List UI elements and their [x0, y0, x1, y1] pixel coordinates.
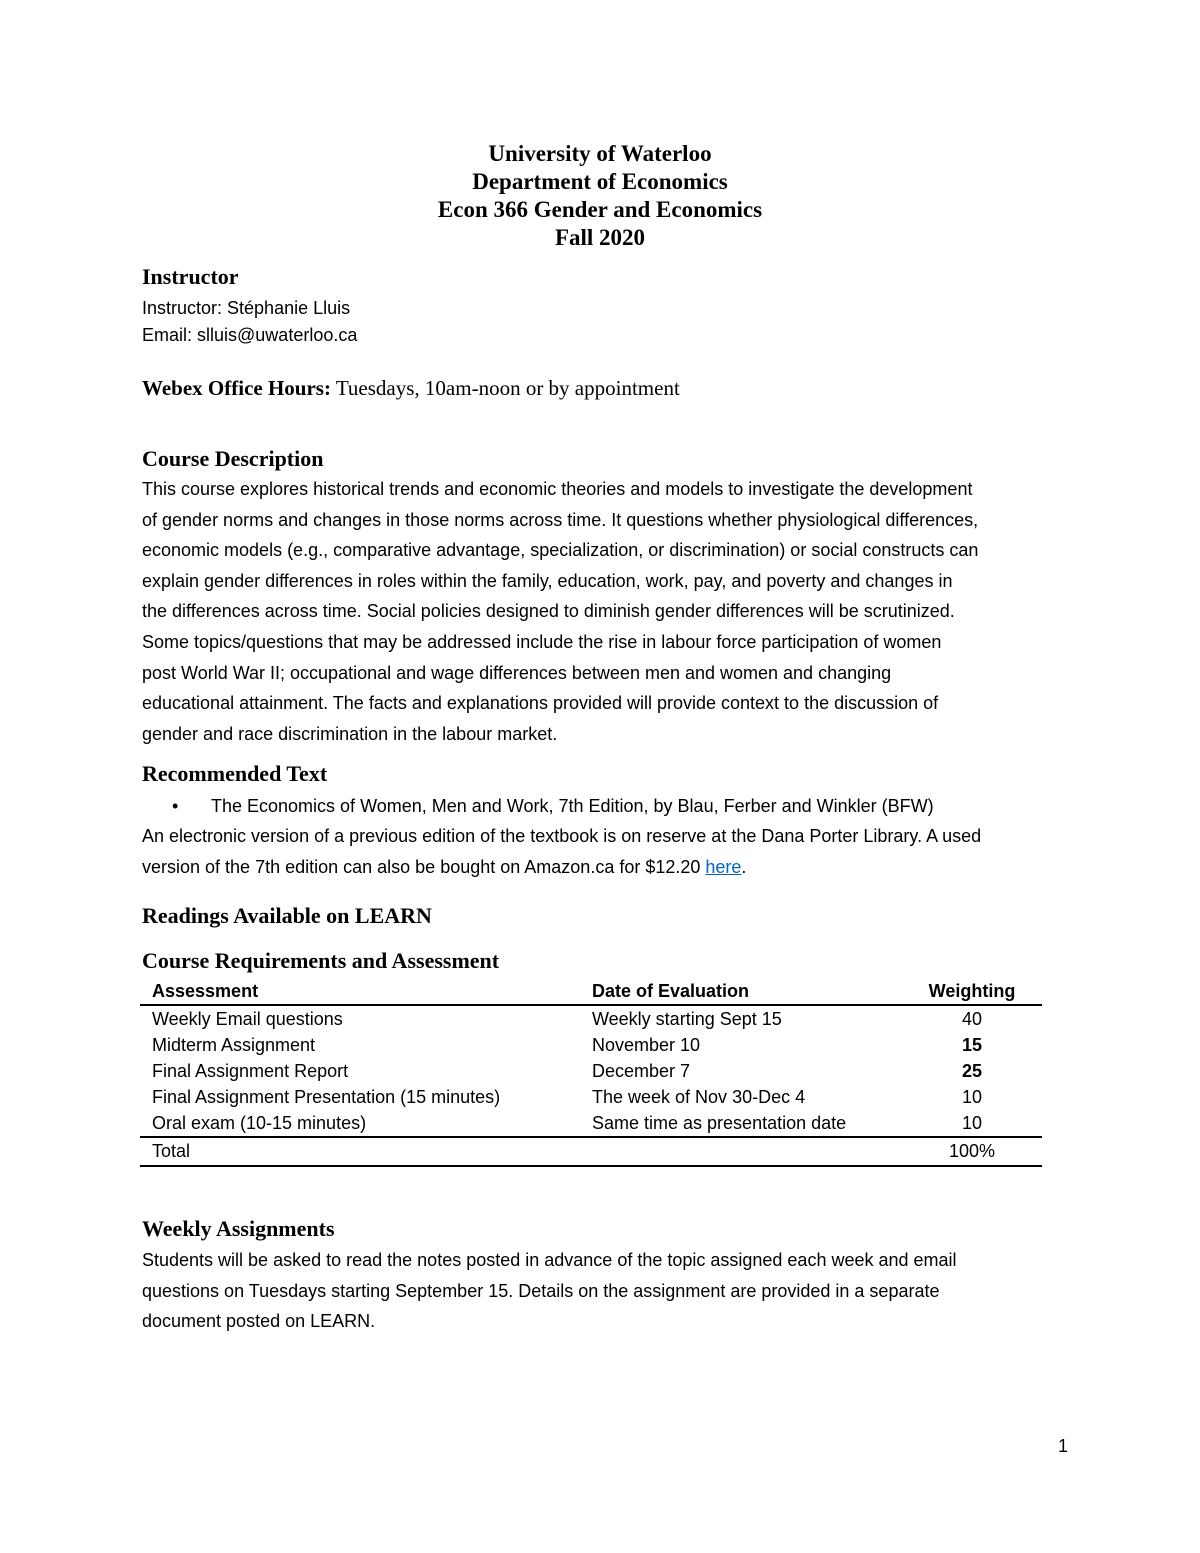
- instructor-name: Instructor: Stéphanie Lluis: [142, 298, 351, 318]
- amazon-link[interactable]: here: [705, 856, 742, 877]
- date-cell: Weekly starting Sept 15: [592, 1008, 782, 1029]
- table-row: [140, 1032, 1042, 1058]
- weighting-cell: 15: [961, 1034, 983, 1055]
- course-title: Econ 366 Gender and Economics: [437, 197, 763, 222]
- assessment-cell: Oral exam (10-15 minutes): [152, 1112, 367, 1133]
- weighting-cell: 10: [961, 1086, 983, 1107]
- weekly-assignments-heading: Weekly Assignments: [142, 1216, 335, 1241]
- assessment-table: [140, 979, 1042, 1167]
- date-cell: The week of Nov 30-Dec 4: [592, 1086, 806, 1107]
- table-row: [140, 1058, 1042, 1084]
- table-total-row: [140, 1137, 1042, 1166]
- total-spacer: [580, 1137, 902, 1166]
- recommended-book: The Economics of Women, Men and Work, 7th Edition, by Blau, Ferber and Winkler (BFW): [211, 796, 934, 816]
- weekly-line: document posted on LEARN.: [142, 1311, 376, 1332]
- date-cell: Same time as presentation date: [592, 1112, 847, 1133]
- date-cell: December 7: [592, 1060, 691, 1081]
- description-line: economic models (e.g., comparative advantage, specialization, or discrimination) or social constructs can: [142, 540, 979, 561]
- weekly-line: Students will be asked to read the notes posted in advance of the topic assigned each week and email: [142, 1250, 957, 1270]
- description-line: This course explores historical trends and economic theories and models to investigate the development: [142, 479, 973, 499]
- university-name: University of Waterloo: [488, 141, 712, 166]
- recommended-text-heading: Recommended Text: [142, 761, 328, 786]
- course-description-text: [142, 474, 1072, 749]
- weekly-assignments-text: [142, 1245, 1072, 1337]
- weighting-cell: 10: [961, 1112, 983, 1133]
- recommended-text-note: [142, 821, 1072, 882]
- office-hours: [142, 376, 680, 401]
- weighting-cell: 40: [961, 1008, 983, 1029]
- instructor-email[interactable]: slluis@uwaterloo.ca: [197, 325, 358, 345]
- column-header-assessment: Assessment: [140, 979, 580, 1005]
- instructor-email-line: [142, 325, 357, 346]
- requirements-heading: Course Requirements and Assessment: [142, 948, 500, 973]
- description-line: educational attainment. The facts and explanations provided will provide context to the discussion of: [142, 693, 939, 714]
- bullet-icon: •: [172, 796, 179, 816]
- total-label: Total: [140, 1137, 580, 1166]
- weighting-cell: 25: [961, 1060, 983, 1081]
- readings-heading: Readings Available on LEARN: [142, 903, 432, 928]
- recommended-note-line: An electronic version of a previous edition of the textbook is on reserve at the Dana Porter Library. A used: [142, 826, 982, 846]
- table-header-row: [140, 979, 1042, 1005]
- total-value: 100%: [902, 1137, 1042, 1166]
- instructor-heading: Instructor: [142, 264, 239, 289]
- department-name: Department of Economics: [472, 169, 728, 194]
- recommended-note-suffix: .: [741, 856, 747, 877]
- course-term: Fall 2020: [554, 225, 646, 250]
- assessment-cell: Final Assignment Presentation (15 minutes): [152, 1086, 501, 1107]
- description-line: the differences across time. Social policies designed to diminish gender differences will be scrutinized.: [142, 601, 955, 622]
- office-hours-label: Webex Office Hours:: [142, 376, 331, 400]
- email-label: Email:: [142, 325, 198, 345]
- table-row: [140, 1084, 1042, 1110]
- assessment-cell: Midterm Assignment: [152, 1034, 316, 1055]
- column-header-date: Date of Evaluation: [580, 979, 902, 1005]
- weekly-line: questions on Tuesdays starting September 15. Details on the assignment are provided in a separate: [142, 1280, 940, 1301]
- course-description-heading: Course Description: [142, 446, 324, 471]
- assessment-cell: Weekly Email questions: [152, 1008, 343, 1029]
- table-row: [140, 1110, 1042, 1137]
- description-line: gender and race discrimination in the labour market.: [142, 723, 558, 744]
- description-line: Some topics/questions that may be addressed include the rise in labour force participation of women: [142, 631, 942, 652]
- table-row: [140, 1005, 1042, 1032]
- assessment-cell: Final Assignment Report: [152, 1060, 349, 1081]
- recommended-note-line: [142, 852, 1072, 883]
- recommended-note-prefix: version of the 7th edition can also be bought on Amazon.ca for $12.20: [142, 856, 706, 877]
- column-header-weighting: Weighting: [902, 979, 1042, 1005]
- office-hours-value: Tuesdays, 10am-noon or by appointment: [330, 376, 680, 400]
- date-cell: November 10: [592, 1034, 701, 1055]
- description-line: of gender norms and changes in those norms across time. It questions whether physiological differences,: [142, 509, 979, 530]
- document-title-block: [0, 140, 1200, 252]
- description-line: post World War II; occupational and wage differences between men and women and changing: [142, 662, 892, 683]
- description-line: explain gender differences in roles within the family, education, work, pay, and poverty and changes in: [142, 570, 953, 591]
- page-number: 1: [1058, 1436, 1069, 1456]
